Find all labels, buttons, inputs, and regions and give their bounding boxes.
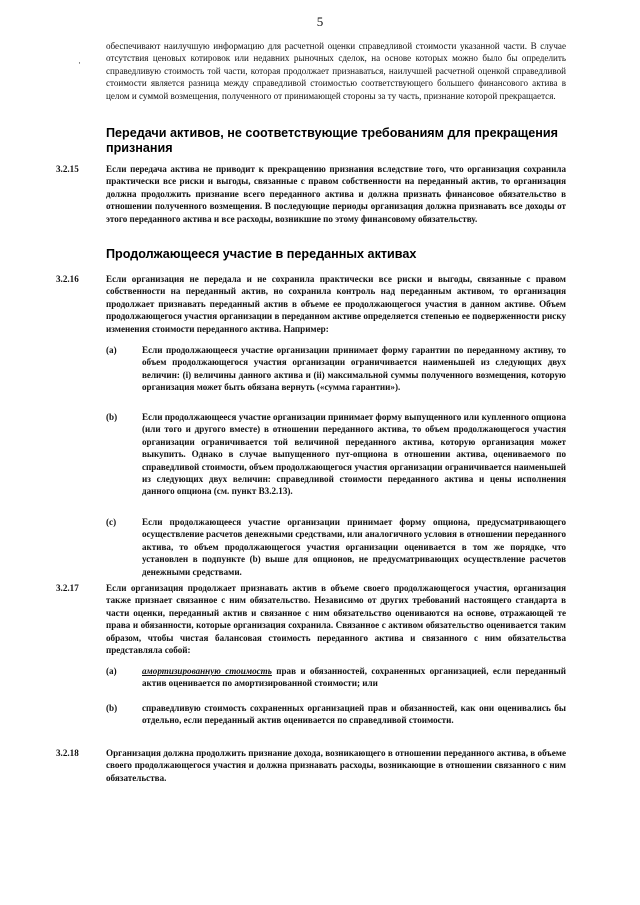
clause-number-3-2-18: 3.2.18 [56, 748, 79, 758]
amortized-cost-term: амортизированную стоимость [142, 666, 272, 676]
clause-text-3-2-17: Если организация продолжает признавать актив в объеме своего продолжающегося участия, организация также признает связанное с ним обязательство. Независимо от других требований настоящего стандарта в части оценки, переданный актив и связанное с ним обязательство оцениваются на основе, отражающей те права и обязанности, которые организация сохранила. Связанное с активом обязательство оценивается таким образом, чтобы чистая балансовая стоимость переданного актива и связанного с ним обязательства представляла собой: [106, 583, 566, 656]
section-heading-continuing-involvement: Продолжающееся участие в переданных активах [106, 247, 417, 261]
item-text-c: Если продолжающееся участие организации принимает форму опциона, предусматривающего осуществление расчетов денежными средствами, или аналогичного условия в отношении переданного актива, то объем продолжающегося участия организации оценивается в том же порядке, что установлен в подпункте (b) выше для опционов, не предусматривающих осуществление расчетов денежными средствами. [142, 517, 566, 577]
item-mark-17b: (b) [106, 703, 118, 713]
margin-dot: · [78, 58, 81, 68]
page-number: 5 [316, 14, 324, 29]
item-text-b: Если продолжающееся участие организации принимает форму выпущенного или купленного опциона (или того и другого вместе) в отношении переданного актива, то объем продолжающегося участия организации ограничивается той величиной переданного актива, которую организация может выкупить. Однако в случае выпущенного пут-опциона в отношении актива, оцениваемого по справедливой стоимости, объем продолжающегося участия организации ограничивается наименьшей из следующих двух величин: справедливой стоимости переданного актива и цены исполнения данного опциона (см. пункт В3.2.13). [142, 412, 566, 497]
intro-paragraph: обеспечивают наилучшую информацию для расчетной оценки справедливой стоимости указанной части. В случае отсутствия ценовых котировок или недавних рыночных сделок, на основе которых можно было бы определить справедливую стоимость той части, которая продолжает признаваться, наилучшей расчетной оценкой справедливой стоимости является разница между справедливой стоимостью соответствующего большего финансового актива в целом и суммой возмещения, полученного от принимающей стороны за ту часть, признание которой прекращается. [106, 41, 566, 101]
clause-number-3-2-16: 3.2.16 [56, 274, 79, 284]
item-mark-b: (b) [106, 412, 118, 422]
clause-text-3-2-18: Организация должна продолжить признание дохода, возникающего в отношении переданного актива, в объеме своего продолжающегося участия и должна признавать расходы, возникающие в отношении связанного с ним обязательства. [106, 748, 566, 783]
clause-text-3-2-15: Если передача актива не приводит к прекращению признания вследствие того, что организация сохранила практически все риски и выгоды, связанные с правом собственности на переданный актив, то организация должна продолжить признание всего переданного актива и должна признать финансовое обязательство в отношении полученного возмещения. В последующие периоды организация должна признавать все доходы от этого переданного актива и все расходы, возникшие по этому финансовому обязательству. [106, 164, 566, 224]
item-mark-c: (c) [106, 517, 117, 527]
item-text-17a [142, 665, 566, 690]
clause-number-3-2-17: 3.2.17 [56, 583, 79, 593]
clause-text-3-2-16: Если организация не передала и не сохранила практически все риски и выгоды, связанные с правом собственности на переданный актив, но сохранила контроль над переданным активом, то организация продолжает признавать переданный актив в объеме ее продолжающегося участия в данном активе. Объем продолжающегося участия организации в переданном активе определяется степенью ее подверженности риску изменения стоимости переданного актива. Например: [106, 274, 566, 334]
item-mark-a: (a) [106, 345, 117, 355]
item-text-17a-rest: прав и обязанностей, сохраненных организацией, если переданный актив оценивается по амортизированной стоимости; или [142, 666, 566, 689]
item-mark-17a: (a) [106, 666, 117, 676]
item-text-17b: справедливую стоимость сохраненных организацией прав и обязанностей, как они оценивались бы отдельно, если переданный актив оценивается по справедливой стоимости. [142, 703, 566, 726]
section-heading-derecognition: Передачи активов, не соответствующие требованиям для прекращения признания [106, 126, 558, 155]
clause-number-3-2-15: 3.2.15 [56, 164, 79, 174]
item-text-a: Если продолжающееся участие организации принимает форму гарантии по переданному активу, то объем продолжающегося участия организации ограничивается наименьшей из следующих двух величин: (i) величины данного актива и (ii) максимальной суммы полученного возмещения, которую организация может быть обязана вернуть («сумма гарантии»). [142, 345, 566, 393]
